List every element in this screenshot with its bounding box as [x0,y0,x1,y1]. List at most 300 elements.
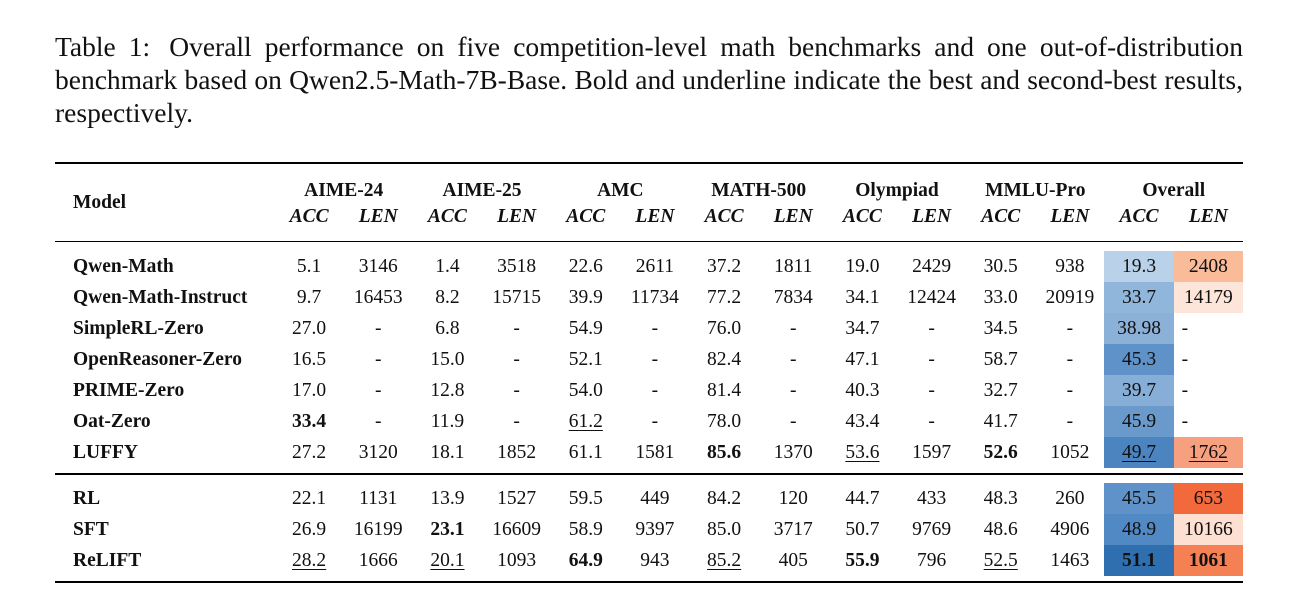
overall-acc-value: 39.7 [1121,379,1157,401]
metric-cell [482,344,551,375]
metric-cell [966,545,1035,576]
results-table [55,162,1243,576]
table-row [55,437,1243,468]
overall-len-cell [1174,375,1243,406]
metric-cell [828,282,897,313]
overall-acc-value: 33.7 [1121,286,1157,308]
overall-acc-cell [1104,375,1173,406]
metric-cell [275,344,344,375]
metric-value: - [513,410,520,432]
metric-cell [759,406,828,437]
metric-cell [275,375,344,406]
metric-value: - [513,379,520,401]
metric-value: - [513,348,520,370]
overall-acc-value: 45.9 [1121,410,1157,432]
metric-value: - [790,317,797,339]
model-name: Qwen-Math [73,255,174,277]
table-row [55,251,1243,282]
metric-cell [413,282,482,313]
table-row [55,483,1243,514]
metric-cell [413,375,482,406]
metric-value: 64.9 [568,549,603,571]
metric-value: 9.7 [296,286,322,308]
metric-cell [828,483,897,514]
table-row [55,406,1243,437]
metric-value: 27.2 [292,441,327,463]
overall-acc-value: 48.9 [1121,518,1157,540]
subheader-acc: ACC [1119,206,1159,227]
metric-cell [620,437,689,468]
subheader-len: LEN [912,206,952,227]
metric-value: 37.2 [707,255,742,277]
metric-value: - [928,348,935,370]
metric-value: 3146 [358,255,398,277]
overall-len-value: - [1181,379,1189,401]
metric-value: 54.0 [568,379,603,401]
metric-value: 16.5 [292,348,327,370]
metric-value: 85.0 [707,518,742,540]
metric-cell [759,251,828,282]
metric-value: 405 [778,549,808,571]
metric-value: - [790,379,797,401]
table-row [55,313,1243,344]
overall-acc-cell [1104,545,1173,576]
metric-cell [897,375,966,406]
metric-value: - [928,379,935,401]
overall-acc-value: 19.3 [1121,255,1157,277]
overall-len-value: 653 [1193,487,1223,509]
metric-cell [828,251,897,282]
table-row [55,545,1243,576]
overall-len-cell [1174,313,1243,344]
metric-cell [897,282,966,313]
metric-cell [413,437,482,468]
method-rows [55,468,1243,576]
metric-value: 16199 [353,518,403,540]
metric-value: 58.7 [983,348,1018,370]
metric-value: 3717 [773,518,813,540]
metric-value: 33.4 [292,410,327,432]
metric-cell [275,282,344,313]
metric-cell [551,545,620,576]
metric-cell [828,344,897,375]
group-header-math500: MATH-500 [711,180,807,201]
overall-len-value: - [1181,317,1189,339]
metric-value: 58.9 [568,518,603,540]
metric-cell [759,437,828,468]
overall-len-cell [1174,282,1243,313]
metric-cell [828,514,897,545]
metric-cell [759,282,828,313]
metric-cell [690,375,759,406]
metric-cell [1035,514,1104,545]
metric-cell [620,514,689,545]
model-name: ReLIFT [73,549,142,571]
overall-len-cell [1174,251,1243,282]
metric-cell [344,375,413,406]
mid-rule [55,473,1243,475]
metric-cell [551,313,620,344]
table-row [55,375,1243,406]
overall-acc-cell [1104,282,1173,313]
metric-value: 16609 [492,518,541,540]
metric-value: 78.0 [707,410,742,432]
metric-value: 34.7 [845,317,880,339]
metric-cell [620,251,689,282]
metric-cell [966,437,1035,468]
metric-value: 2429 [912,255,952,277]
metric-value: 48.3 [983,487,1018,509]
metric-cell [828,437,897,468]
overall-acc-cell [1104,344,1173,375]
metric-value: 9769 [912,518,952,540]
metric-cell [897,406,966,437]
subheader-acc: ACC [981,206,1021,227]
metric-value: 7834 [773,286,813,308]
metric-cell [897,514,966,545]
group-header-aime25: AIME-25 [442,180,522,201]
metric-value: - [651,379,659,401]
metric-cell [275,251,344,282]
metric-value: 44.7 [845,487,880,509]
metric-cell [966,344,1035,375]
table-caption [55,30,1243,129]
metric-value: 27.0 [292,317,327,339]
metric-cell [690,282,759,313]
baseline-rows [55,242,1243,468]
metric-cell [828,313,897,344]
metric-value: 1093 [497,549,537,571]
spacer [55,468,1243,483]
metric-value: - [651,410,659,432]
metric-cell [966,313,1035,344]
metric-value: 11734 [630,286,679,308]
group-header-olympiad: Olympiad [855,180,939,201]
metric-value: 6.8 [435,317,460,339]
metric-cell [620,282,689,313]
table-header [55,162,1243,242]
metric-value: 1527 [497,487,537,509]
metric-value: 18.1 [430,441,465,463]
metric-value: 8.2 [435,286,460,308]
metric-cell [620,483,689,514]
metric-cell [275,406,344,437]
model-name: SimpleRL-Zero [73,317,204,339]
metric-value: 77.2 [707,286,742,308]
metric-cell [966,514,1035,545]
metric-value: 19.0 [845,255,880,277]
overall-len-value: 14179 [1183,286,1233,308]
metric-cell [759,313,828,344]
metric-value: 28.2 [292,549,327,571]
metric-cell [828,375,897,406]
metric-value: 23.1 [430,518,465,540]
metric-cell [413,251,482,282]
metric-cell [966,251,1035,282]
metric-cell [344,313,413,344]
metric-value: 1597 [912,441,952,463]
bottom-rule [55,581,1243,583]
model-header: Model [73,192,127,213]
top-rule [55,162,1243,164]
table-row [55,282,1243,313]
metric-cell [551,282,620,313]
group-header-overall: Overall [1142,180,1206,201]
model-name: SFT [73,518,109,540]
metric-cell [828,545,897,576]
metric-value: 52.5 [983,549,1018,571]
metric-cell [275,437,344,468]
metric-value: 1666 [358,549,398,571]
metric-cell [690,545,759,576]
metric-cell [413,483,482,514]
metric-cell [344,344,413,375]
metric-cell [966,375,1035,406]
overall-acc-cell [1104,483,1173,514]
metric-value: 41.7 [983,410,1018,432]
overall-acc-value: 38.98 [1117,317,1161,339]
metric-value: 15715 [492,286,541,308]
metric-cell [897,344,966,375]
metric-value: 61.2 [568,410,603,432]
metric-value: - [651,348,659,370]
metric-value: 82.4 [707,348,742,370]
metric-cell [344,545,413,576]
metric-value: 9397 [635,518,675,540]
metric-value: - [651,317,659,339]
metric-value: 11.9 [430,410,465,432]
metric-value: - [375,317,382,339]
metric-value: 34.5 [983,317,1018,339]
metric-value: 17.0 [292,379,327,401]
overall-len-value: - [1181,348,1189,370]
metric-cell [966,483,1035,514]
metric-cell [759,514,828,545]
metric-value: 54.9 [568,317,603,339]
overall-len-value: 10166 [1183,518,1233,540]
metric-cell [690,483,759,514]
metric-cell [620,375,689,406]
metric-value: 85.2 [707,549,742,571]
metric-cell [344,251,413,282]
metric-cell [551,514,620,545]
metric-value: 39.9 [568,286,603,308]
metric-value: 1052 [1050,441,1090,463]
metric-value: 20919 [1045,286,1095,308]
metric-cell [620,344,689,375]
header-rule [55,241,1243,242]
overall-len-cell [1174,437,1243,468]
metric-cell [759,344,828,375]
metric-value: 3518 [497,255,537,277]
overall-len-cell [1174,514,1243,545]
metric-value: 796 [916,549,947,571]
subheader-len: LEN [358,206,398,227]
metric-cell [413,344,482,375]
metric-cell [551,375,620,406]
metric-value: - [1066,379,1074,401]
metric-cell [1035,375,1104,406]
subheader-len: LEN [497,206,537,227]
metric-value: - [790,348,797,370]
metric-value: 55.9 [845,549,880,571]
metric-value: 30.5 [983,255,1018,277]
metric-cell [482,282,551,313]
subheader-len: LEN [1050,206,1090,227]
metric-cell [759,483,828,514]
metric-value: - [1066,317,1074,339]
metric-cell [966,406,1035,437]
subheader-len: LEN [635,206,675,227]
metric-cell [275,313,344,344]
overall-len-cell [1174,406,1243,437]
metric-value: 76.0 [707,317,742,339]
overall-len-cell [1174,545,1243,576]
metric-value: 20.1 [430,549,465,571]
metric-cell [344,282,413,313]
metric-cell [1035,406,1104,437]
metric-cell [1035,282,1104,313]
subheader-acc: ACC [566,206,606,227]
metric-value: 40.3 [845,379,880,401]
metric-cell [344,514,413,545]
metric-cell [413,545,482,576]
metric-cell [690,406,759,437]
metric-value: 120 [778,487,808,509]
model-name: Qwen-Math-Instruct [73,286,248,308]
metric-cell [620,406,689,437]
metric-value: 61.1 [568,441,603,463]
metric-value: 16453 [353,286,403,308]
metric-cell [897,437,966,468]
caption-text: Overall performance on five competition-level math benchmarks and one out-of-distribution benchmark based on Qwen2.5-Math-7B-Base. Bold and underline indicate the best and second-best results, respectively. [55,31,1243,128]
metric-cell [897,483,966,514]
metric-value: 52.1 [568,348,603,370]
metric-value: 5.1 [296,255,322,277]
metric-cell [482,437,551,468]
metric-value: 1811 [774,255,813,277]
metric-cell [275,545,344,576]
subheader-acc: ACC [704,206,744,227]
metric-value: 1581 [635,441,675,463]
model-name: PRIME-Zero [73,379,185,401]
metric-value: 13.9 [430,487,465,509]
overall-len-cell [1174,344,1243,375]
model-name: RL [73,487,101,509]
overall-acc-cell [1104,437,1173,468]
metric-value: 22.6 [568,255,603,277]
metric-value: - [375,410,382,432]
model-name: OpenReasoner-Zero [73,348,242,370]
overall-acc-cell [1104,251,1173,282]
metric-cell [897,545,966,576]
metric-value: 47.1 [845,348,880,370]
metric-value: 26.9 [292,518,327,540]
metric-value: 59.5 [568,487,603,509]
overall-acc-value: 45.5 [1121,487,1157,509]
metric-value: 260 [1055,487,1085,509]
metric-value: 1370 [773,441,813,463]
metric-cell [413,313,482,344]
metric-value: 15.0 [430,348,465,370]
metric-value: 53.6 [845,441,880,463]
model-name: LUFFY [73,441,138,463]
overall-acc-cell [1104,313,1173,344]
table-row [55,344,1243,375]
metric-cell [620,313,689,344]
metric-cell [482,483,551,514]
metric-cell [482,514,551,545]
subheader-acc: ACC [289,206,329,227]
metric-value: 938 [1055,255,1085,277]
metric-cell [1035,437,1104,468]
subheader-acc: ACC [842,206,882,227]
metric-cell [551,344,620,375]
metric-cell [1035,251,1104,282]
metric-cell [759,375,828,406]
overall-acc-value: 49.7 [1121,441,1157,463]
metric-value: 34.1 [845,286,880,308]
metric-cell [1035,313,1104,344]
metric-cell [620,545,689,576]
group-header-aime24: AIME-24 [304,180,384,201]
overall-len-value: 1762 [1188,441,1228,463]
metric-cell [690,251,759,282]
metric-value: 12424 [907,286,956,308]
metric-value: 32.7 [983,379,1018,401]
metric-value: - [375,348,382,370]
metric-value: 52.6 [983,441,1018,463]
metric-value: 449 [640,487,670,509]
metric-value: 33.0 [983,286,1018,308]
overall-len-value: 2408 [1188,255,1228,277]
model-name: Oat-Zero [73,410,151,432]
group-header-mmlupro: MMLU-Pro [985,180,1086,201]
metric-cell [690,344,759,375]
table-row [55,514,1243,545]
overall-len-value: 1061 [1188,549,1228,571]
metric-cell [482,375,551,406]
group-header-amc: AMC [597,180,644,201]
metric-value: 943 [640,549,670,571]
metric-cell [1035,545,1104,576]
metric-value: 1.4 [435,255,460,277]
metric-value: - [513,317,520,339]
caption-label: Table 1: [55,31,151,62]
metric-value: 50.7 [845,518,880,540]
metric-value: - [928,410,935,432]
subheader-acc: ACC [427,206,467,227]
metric-cell [413,514,482,545]
metric-value: - [790,410,797,432]
metric-cell [690,437,759,468]
metric-value: 43.4 [845,410,880,432]
metric-value: 3120 [358,441,398,463]
metric-cell [1035,344,1104,375]
metric-value: 22.1 [292,487,327,509]
spacer [55,242,1243,251]
metric-cell [897,251,966,282]
metric-value: 1463 [1050,549,1090,571]
metric-cell [344,406,413,437]
metric-value: 84.2 [707,487,742,509]
metric-value: 4906 [1050,518,1090,540]
metric-value: 2611 [635,255,675,277]
overall-acc-cell [1104,406,1173,437]
metric-value: 1131 [359,487,398,509]
metric-cell [344,437,413,468]
metric-cell [828,406,897,437]
